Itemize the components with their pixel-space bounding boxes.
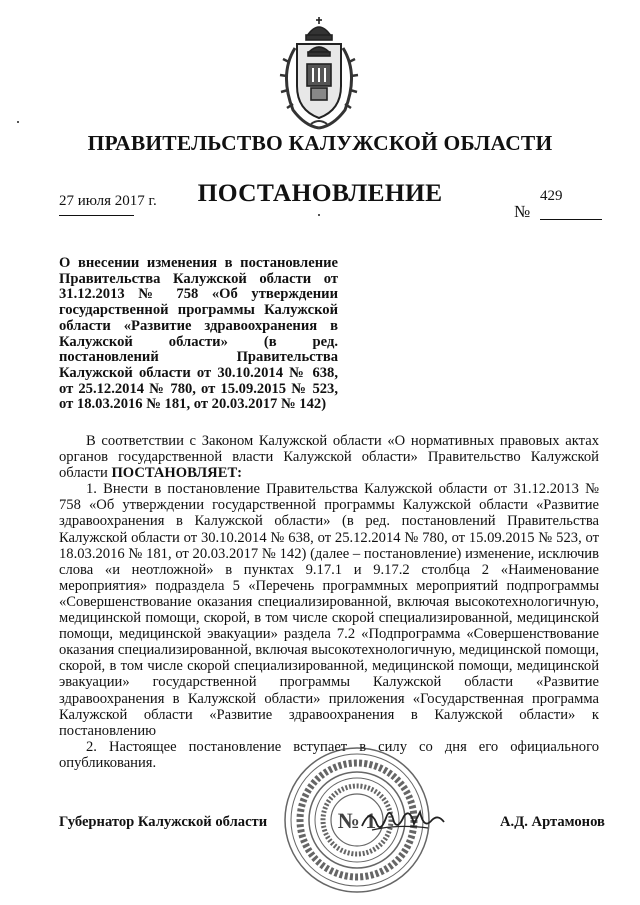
scan-speck (318, 214, 320, 216)
item-1-paragraph: 1. Внести в постановление Правительства Калужской области от 31.12.2013 № 758 «Об утверждении государственной программы Калужской области «Развитие здравоохранения в Калужской области» (в ред. постановлений Правительства Калужской области от 30.10.2014 № 638, от 25.12.2014 № 780, от 15.09.2015 № 523, от 18.03.2016 № 181, от 20.03.2017 № 142) (далее – постановление) изменение, исключив слова «и неотложной» в пунктах 9.17.1 и 9.17.2 столбца 2 «Наименование мероприятия» подраздела 5 «Перечень программных мероприятий подпрограммы «Совершенствование оказания специализированной, включая высокотехнологичную, медицинской помощи, скорой, в том числе скорой специализированной, медицинской помощи, медицинской эвакуации» раздела 7.2 «Подпрограмма «Совершенствование оказания специализированной, включая высокотехнологичную, медицинской помощи, скорой, в том числе скорой специализированной, медицинской помощи, медицинской эвакуации» государственной программы Калужской области «Развитие здравоохранения в Калужской области» приложения «Государственная программа Калужской области «Развитие здравоохранения в Калужской области» к постановлению (59, 481, 599, 739)
document-number-block (514, 188, 604, 222)
date-underline (59, 215, 134, 216)
item-2-paragraph: 2. Настоящее постановление вступает в силу со дня его официального опубликования. (59, 738, 599, 771)
intro-paragraph (59, 433, 599, 481)
scan-speck (17, 121, 19, 123)
signatory-name: А.Д. Артамонов (500, 814, 605, 830)
document-subject: О внесении изменения в постановление Правительства Калужской области от 31.12.2013 № 758 «Об утверждении государственной программы Калужской области «Развитие здравоохранения в Калужской области» (в ред. постановлений Правительства Калужской области от 30.10.2014 № 638, от 25.12.2014 № 780, от 15.09.2015 № 523, от 18.03.2016 № 181, от 20.03.2017 № 142) (59, 255, 338, 413)
coat-of-arms-emblem (271, 14, 367, 132)
government-title: ПРАВИТЕЛЬСТВО КАЛУЖСКОЙ ОБЛАСТИ (87, 131, 553, 155)
handwritten-signature (358, 800, 448, 840)
document-date: 27 июля 2017 г. (59, 193, 157, 209)
number-underline (540, 219, 602, 220)
number-sign: № (514, 202, 531, 221)
decree-word: ПОСТАНОВЛЯЕТ: (111, 465, 243, 482)
document-type-heading: ПОСТАНОВЛЕНИЕ (197, 178, 443, 207)
document-number: 429 (540, 188, 563, 204)
signatory-position: Губернатор Калужской области (59, 814, 268, 830)
intro-text: В соответствии с Законом Калужской области «О нормативных правовых актах органов государственной власти Калужской области» Правительство Калужской области (59, 433, 599, 482)
document-body (59, 433, 599, 771)
stamp-number: № 1 (337, 808, 377, 833)
